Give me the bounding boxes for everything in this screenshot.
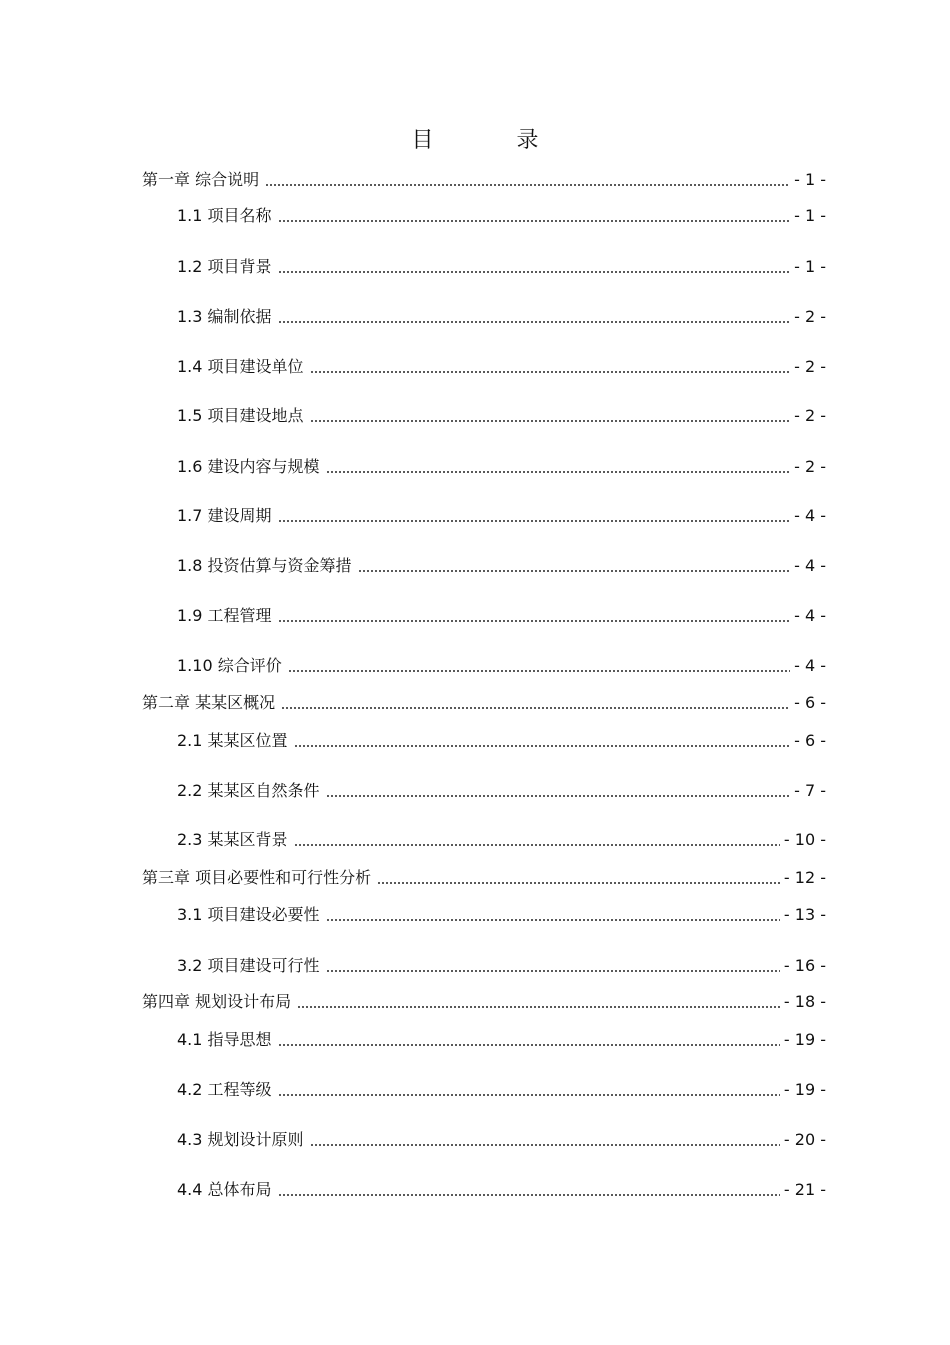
toc-section-entry[interactable] [177,1129,826,1151]
toc-section-entry[interactable] [177,730,826,752]
toc-entry-label: 1.3 编制依据 [177,307,272,326]
toc-dot-leader [278,620,791,622]
toc-chapter-entry[interactable] [142,867,826,889]
toc-dot-leader [310,1144,780,1146]
toc-section-entry[interactable] [177,655,826,677]
toc-section-entry[interactable] [177,780,826,802]
toc-dot-leader [278,321,791,323]
toc-dot-leader [278,1094,780,1096]
toc-page-number: - 21 - [783,1180,826,1199]
toc-page-number: - 13 - [783,905,826,924]
toc-dot-leader [326,471,791,473]
toc-page-number: - 4 - [794,556,826,575]
toc-section-entry[interactable] [177,605,826,627]
toc-entry-label: 4.3 规划设计原则 [177,1130,304,1149]
toc-dot-leader [278,520,791,522]
toc-page-number: - 6 - [794,693,826,712]
toc-dot-leader [281,707,790,709]
toc-entry-label: 1.1 项目名称 [177,206,272,225]
toc-entry-label: 4.2 工程等级 [177,1080,272,1099]
toc-dot-leader [377,882,780,884]
page-title: 目 录 [411,128,577,153]
toc-section-entry[interactable] [177,456,826,478]
toc-chapter-entry[interactable] [142,169,826,191]
toc-page-number: - 2 - [794,307,826,326]
toc-dot-leader [265,184,790,186]
toc-section-entry[interactable] [177,1179,826,1201]
toc-dot-leader [358,570,791,572]
toc-page-number: - 12 - [783,868,826,887]
toc-dot-leader [326,919,780,921]
toc-dot-leader [278,220,791,222]
toc-dot-leader [326,795,791,797]
toc-page-number: - 6 - [794,731,826,750]
toc-page-number: - 7 - [794,781,826,800]
toc-entry-label: 3.2 项目建设可行性 [177,956,320,975]
toc-entry-label: 第一章 综合说明 [142,170,260,189]
toc-entry-label: 4.4 总体布局 [177,1180,272,1199]
toc-section-entry[interactable] [177,205,826,227]
toc-section-entry[interactable] [177,405,826,427]
toc-section-entry[interactable] [177,256,826,278]
toc-entry-label: 第四章 规划设计布局 [142,992,292,1011]
toc-dot-leader [278,1194,780,1196]
toc-section-entry[interactable] [177,555,826,577]
toc-page-number: - 2 - [794,406,826,425]
toc-page-number: - 19 - [783,1080,826,1099]
toc-page-number: - 18 - [783,992,826,1011]
toc-page-number: - 16 - [783,956,826,975]
toc-entry-label: 1.5 项目建设地点 [177,406,304,425]
toc-entry-label: 1.8 投资估算与资金筹措 [177,556,352,575]
toc-section-entry[interactable] [177,1079,826,1101]
toc-entry-label: 1.7 建设周期 [177,506,272,525]
toc-dot-leader [288,670,790,672]
toc-section-entry[interactable] [177,829,826,851]
toc-dot-leader [278,271,791,273]
toc-page-number: - 20 - [783,1130,826,1149]
toc-page-number: - 1 - [794,170,826,189]
toc-section-entry[interactable] [177,505,826,527]
toc-dot-leader [310,420,791,422]
toc-section-entry[interactable] [177,904,826,926]
toc-chapter-entry[interactable] [142,991,826,1013]
toc-entry-label: 2.3 某某区背景 [177,830,288,849]
toc-page-number: - 2 - [794,357,826,376]
toc-entry-label: 4.1 指导思想 [177,1030,272,1049]
toc-page-number: - 1 - [794,257,826,276]
toc-entry-label: 1.6 建设内容与规模 [177,457,320,476]
toc-page-number: - 19 - [783,1030,826,1049]
toc-chapter-entry[interactable] [142,692,826,714]
toc-entry-label: 3.1 项目建设必要性 [177,905,320,924]
toc-dot-leader [294,745,791,747]
toc-entry-label: 第三章 项目必要性和可行性分析 [142,868,372,887]
toc-page-number: - 4 - [794,606,826,625]
toc-page-number: - 4 - [794,506,826,525]
toc-entry-label: 第二章 某某区概况 [142,693,276,712]
toc-entry-label: 1.9 工程管理 [177,606,272,625]
toc-section-entry[interactable] [177,306,826,328]
toc-section-entry[interactable] [177,955,826,977]
toc-section-entry[interactable] [177,1029,826,1051]
toc-dot-leader [297,1006,780,1008]
toc-dot-leader [294,844,780,846]
toc-page-number: - 4 - [794,656,826,675]
toc-section-entry[interactable] [177,356,826,378]
toc-page-number: - 2 - [794,457,826,476]
toc-entry-label: 1.4 项目建设单位 [177,357,304,376]
toc-page-number: - 1 - [794,206,826,225]
toc-dot-leader [326,970,780,972]
toc-dot-leader [278,1044,780,1046]
toc-page-number: - 10 - [783,830,826,849]
toc-entry-label: 2.2 某某区自然条件 [177,781,320,800]
toc-entry-label: 1.10 综合评价 [177,656,282,675]
toc-entry-label: 2.1 某某区位置 [177,731,288,750]
toc-entry-label: 1.2 项目背景 [177,257,272,276]
toc-dot-leader [310,371,791,373]
